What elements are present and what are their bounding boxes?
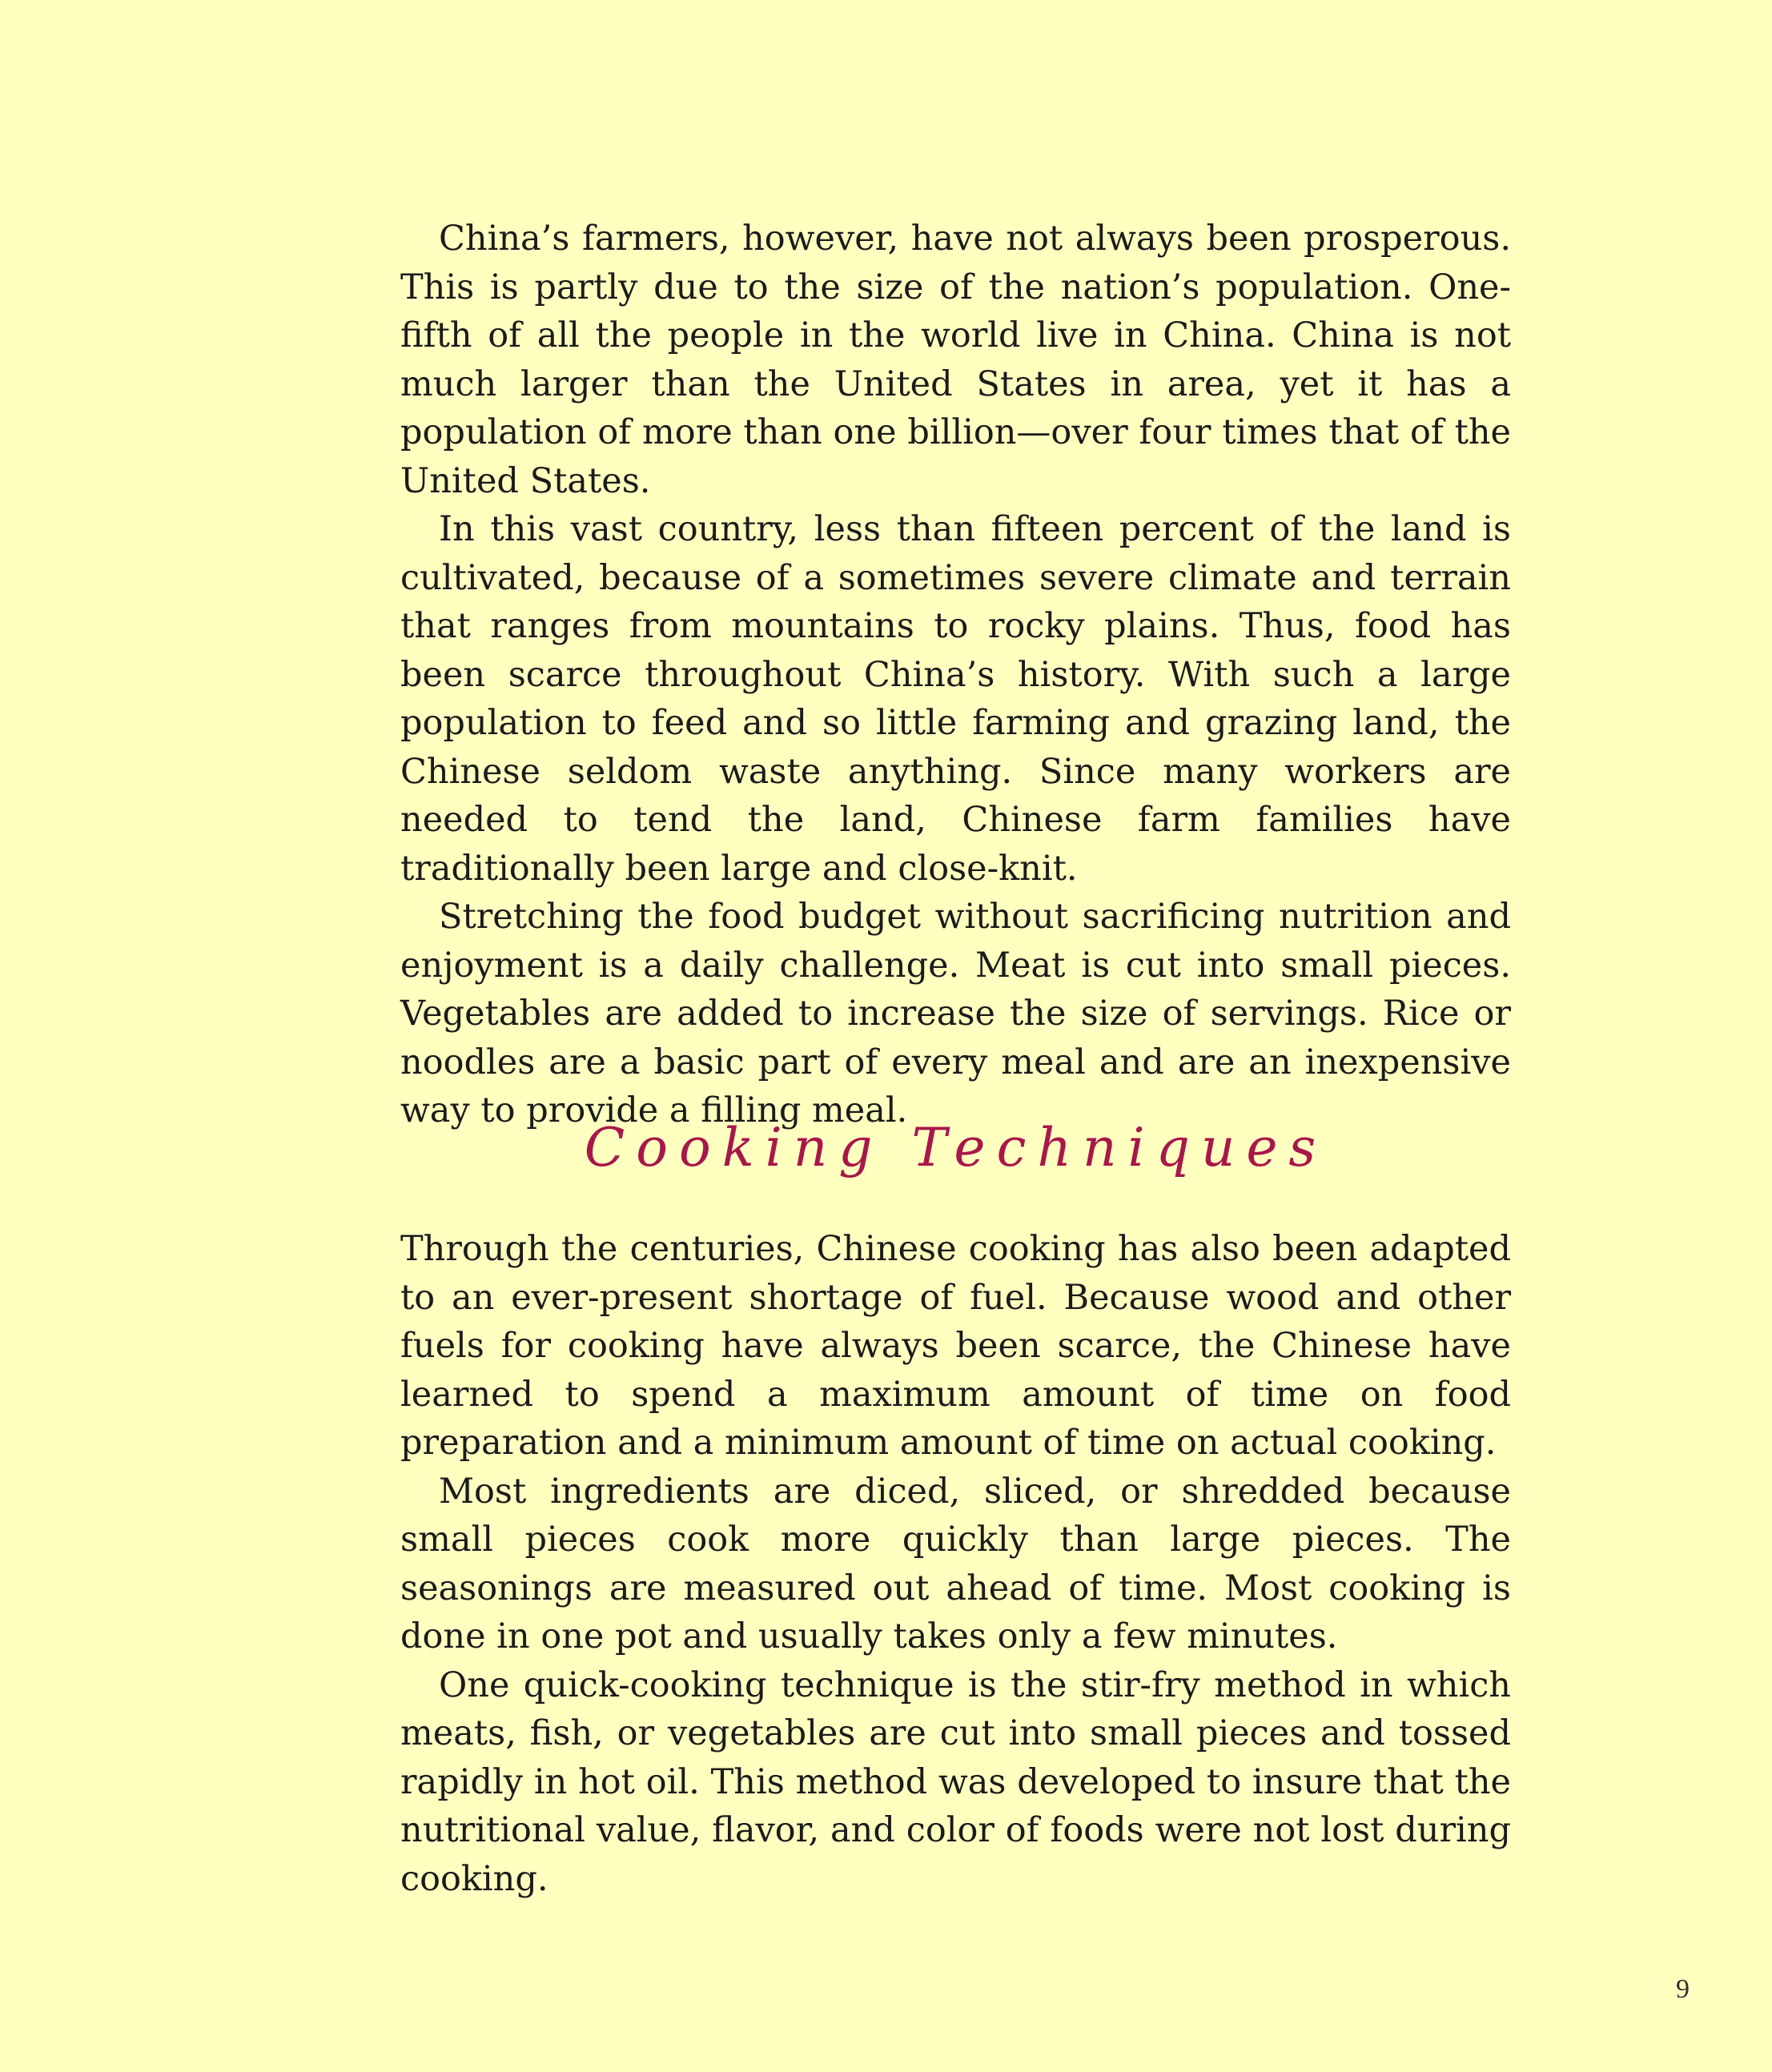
page-number: 9 [1676, 1974, 1690, 2004]
techniques-paragraph-2: Most ingredients are diced, sliced, or shredded because small pieces cook more quickly than large pieces. The seasonings are measured out ahead of time. Most cooking is done in one pot and usually takes only a few minutes. [400, 1471, 1511, 1656]
intro-paragraph-2: In this vast country, less than fifteen percent of the land is cultivated, because of a sometimes severe climate and terrain that ranges from mountains to rocky plains. Thus, food has been scarce throughout China’s history. With such a large population to feed and so little farming and grazing land, the Chinese seldom waste anything. Since many workers are needed to tend the land, Chinese farm families have traditionally been large and close-knit. [400, 509, 1511, 889]
intro-paragraph-1: China’s farmers, however, have not always been prosperous. This is partly due to the size of the nation’s population. One-fifth of all the people in the world live in China. China is not much larger than the United States in area, yet it has a population of more than one billion—over four times that of the United States. [400, 219, 1511, 501]
cooking-techniques-section [400, 1225, 1511, 1903]
techniques-paragraph-3: One quick-cooking technique is the stir-fry method in which meats, fish, or vegetables are cut into small pieces and tossed rapidly in hot oil. This method was developed to insure that the nutritional value, flavor, and color of foods were not lost during cooking. [400, 1664, 1511, 1899]
techniques-paragraph-1: Through the centuries, Chinese cooking has also been adapted to an ever-present shortage of fuel. Because wood and other fuels for cooking have always been scarce, the Chinese have learned to spend a maximum amount of time on food preparation and a minimum amount of time on actual cooking. [400, 1229, 1511, 1463]
intro-section [400, 215, 1511, 1135]
intro-paragraph-3: Stretching the food budget without sacrificing nutrition and enjoyment is a daily challenge. Meat is cut into small pieces. Vegetables are added to increase the size of servings. Rice or noodles are a basic part of every meal and are an inexpensive way to provide a filling meal. [400, 897, 1511, 1130]
section-heading-cooking-techniques: Cooking Techniques [584, 1117, 1328, 1179]
